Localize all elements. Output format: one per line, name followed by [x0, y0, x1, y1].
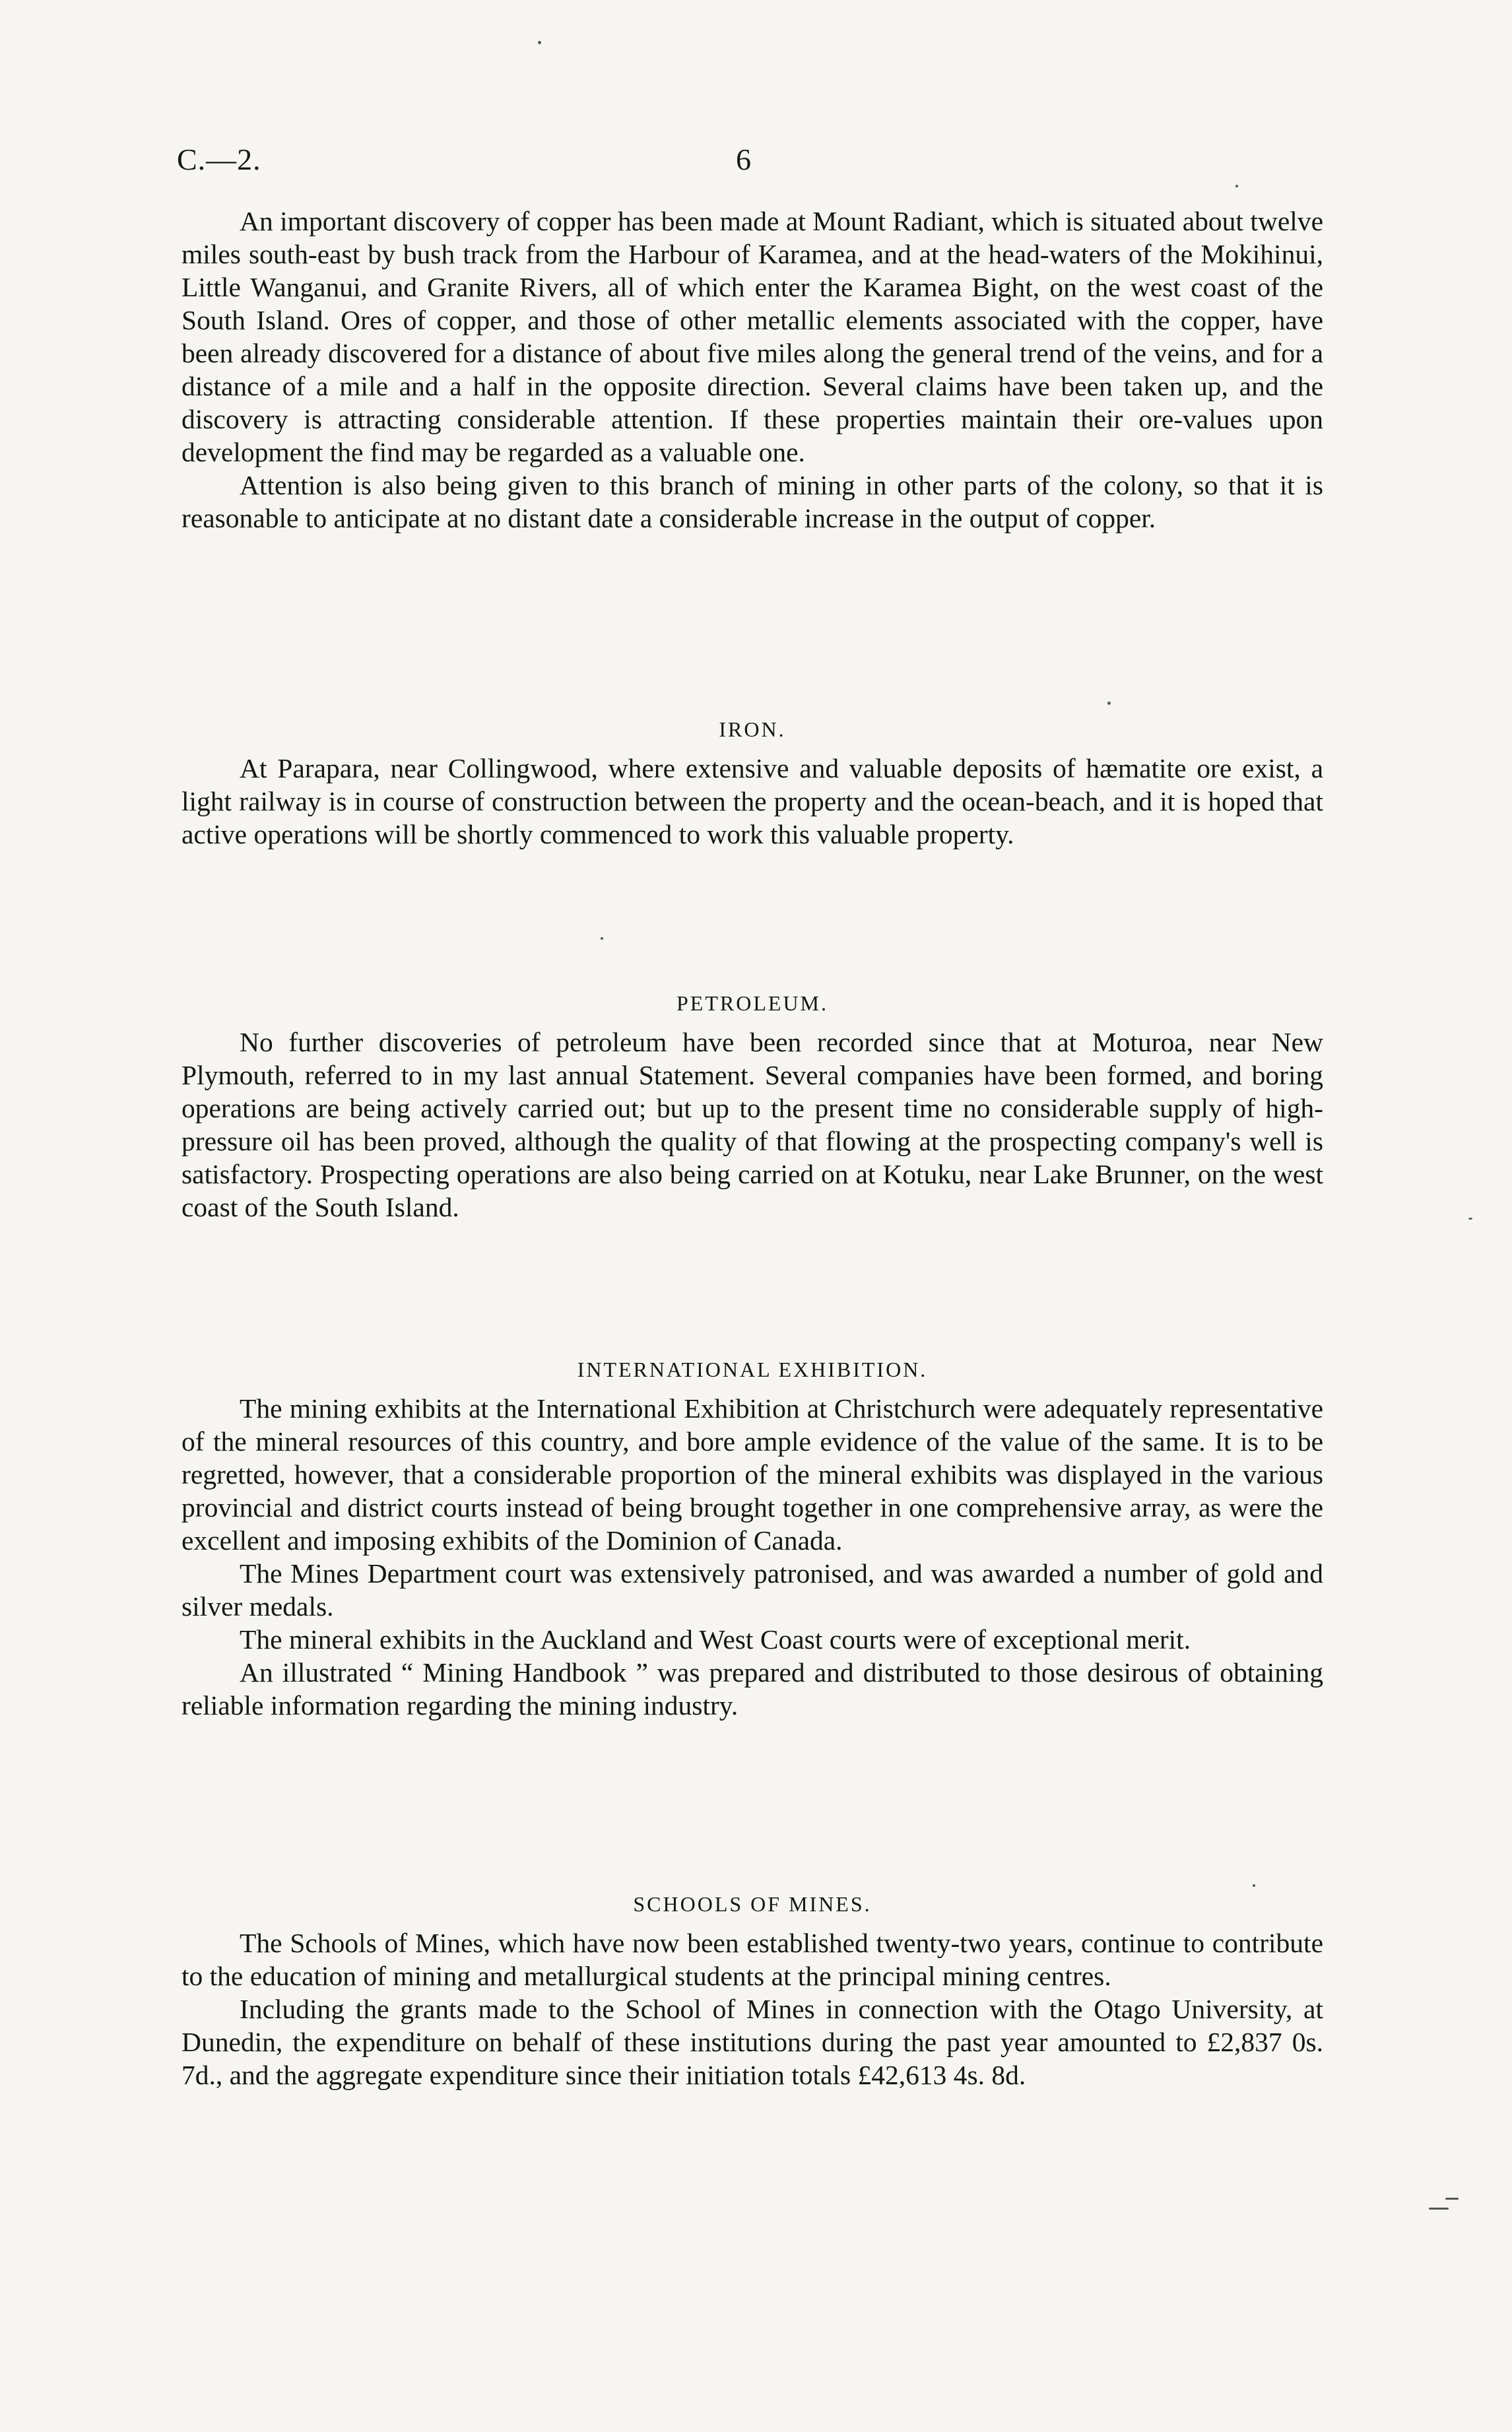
scan-speck [1445, 2198, 1459, 2200]
scan-speck [1107, 702, 1111, 705]
exhibition-section [181, 1356, 1323, 1722]
paragraph: The Mines Department court was extensively patronised, and was awarded a number of gold and silver medals. [181, 1558, 1323, 1622]
scan-speck [538, 41, 541, 44]
scan-speck [601, 937, 603, 940]
scan-speck [1468, 1218, 1472, 1220]
copper-section [181, 205, 1323, 535]
paragraph: The mining exhibits at the International Exhibition at Christchurch were adequately representative of the mineral resources of this country, and bore ample evidence of the value of the same. It is to be regretted, however, that a considerable proportion of the mineral exhibits was displayed in the various provincial and district courts instead of being brought together in one comprehensive array, as were the excellent and imposing exhibits of the Dominion of Canada. [181, 1393, 1323, 1556]
paragraph: Attention is also being given to this branch of mining in other parts of the colony, so that it is reasonable to anticipate at no distant date a considerable increase in the output of copper. [181, 470, 1323, 533]
paragraph: At Parapara, near Collingwood, where extensive and valuable deposits of hæmatite ore exist, a light railway is in course of construction between the property and the ocean-beach, and it is hoped that active operations will be shortly commenced to work this valuable property. [181, 753, 1323, 849]
section-heading: INTERNATIONAL EXHIBITION. [577, 1358, 928, 1381]
section-heading: SCHOOLS OF MINES. [633, 1892, 872, 1916]
paragraph: No further discoveries of petroleum have been recorded since that at Moturoa, near New Plymouth, referred to in my last annual Statement. Several companies have been formed, and boring operations are being actively carried out; but up to the present time no considerable supply of high-pressure oil has been proved, although the quality of that flowing at the prospecting company's well is satisfactory. Prospecting operations are also being carried on at Kotuku, near Lake Brunner, on the west coast of the South Island. [181, 1027, 1323, 1222]
page-number: 6 [736, 143, 751, 176]
document-reference: C.—2. [177, 143, 261, 176]
scan-speck [1429, 2208, 1449, 2210]
paragraph: The Schools of Mines, which have now been established twenty-two years, continue to contribute to the education of mining and metallurgical students at the principal mining centres. [181, 1928, 1323, 1991]
section-heading: IRON. [719, 717, 786, 741]
paragraph: Including the grants made to the School of Mines in connection with the Otago University, at Dunedin, the expenditure on behalf of these institutions during the past year amounted to £2,837 0s. 7d., and the aggregate expenditure since their initiation totals £42,613 4s. 8d. [181, 1994, 1323, 2090]
petroleum-section [181, 990, 1323, 1224]
paragraph: An important discovery of copper has been made at Mount Radiant, which is situated about twelve miles south-east by bush track from the Harbour of Karamea, and at the head-waters of the Mokihinui, Little Wanganui, and Granite Rivers, all of which enter the Karamea Bight, on the west coast of the South Island. Ores of copper, and those of other metallic elements associated with the copper, have been already discovered for a distance of about five miles along the general trend of the veins, and for a distance of a mile and a half in the opposite direction. Several claims have been taken up, and the discovery is attracting considerable attention. If these properties maintain their ore-values upon development the find may be regarded as a valuable one. [181, 206, 1323, 467]
iron-section [181, 716, 1323, 851]
section-heading: PETROLEUM. [676, 991, 828, 1015]
paragraph: The mineral exhibits in the Auckland and West Coast courts were of exceptional merit. [240, 1624, 1191, 1655]
scan-speck [1253, 1884, 1255, 1887]
paragraph: An illustrated “ Mining Handbook ” was prepared and distributed to those desirous of obtaining reliable information regarding the mining industry. [181, 1657, 1323, 1721]
scan-speck [1235, 185, 1238, 187]
page-header [0, 140, 1512, 180]
schools-section [181, 1891, 1323, 2091]
